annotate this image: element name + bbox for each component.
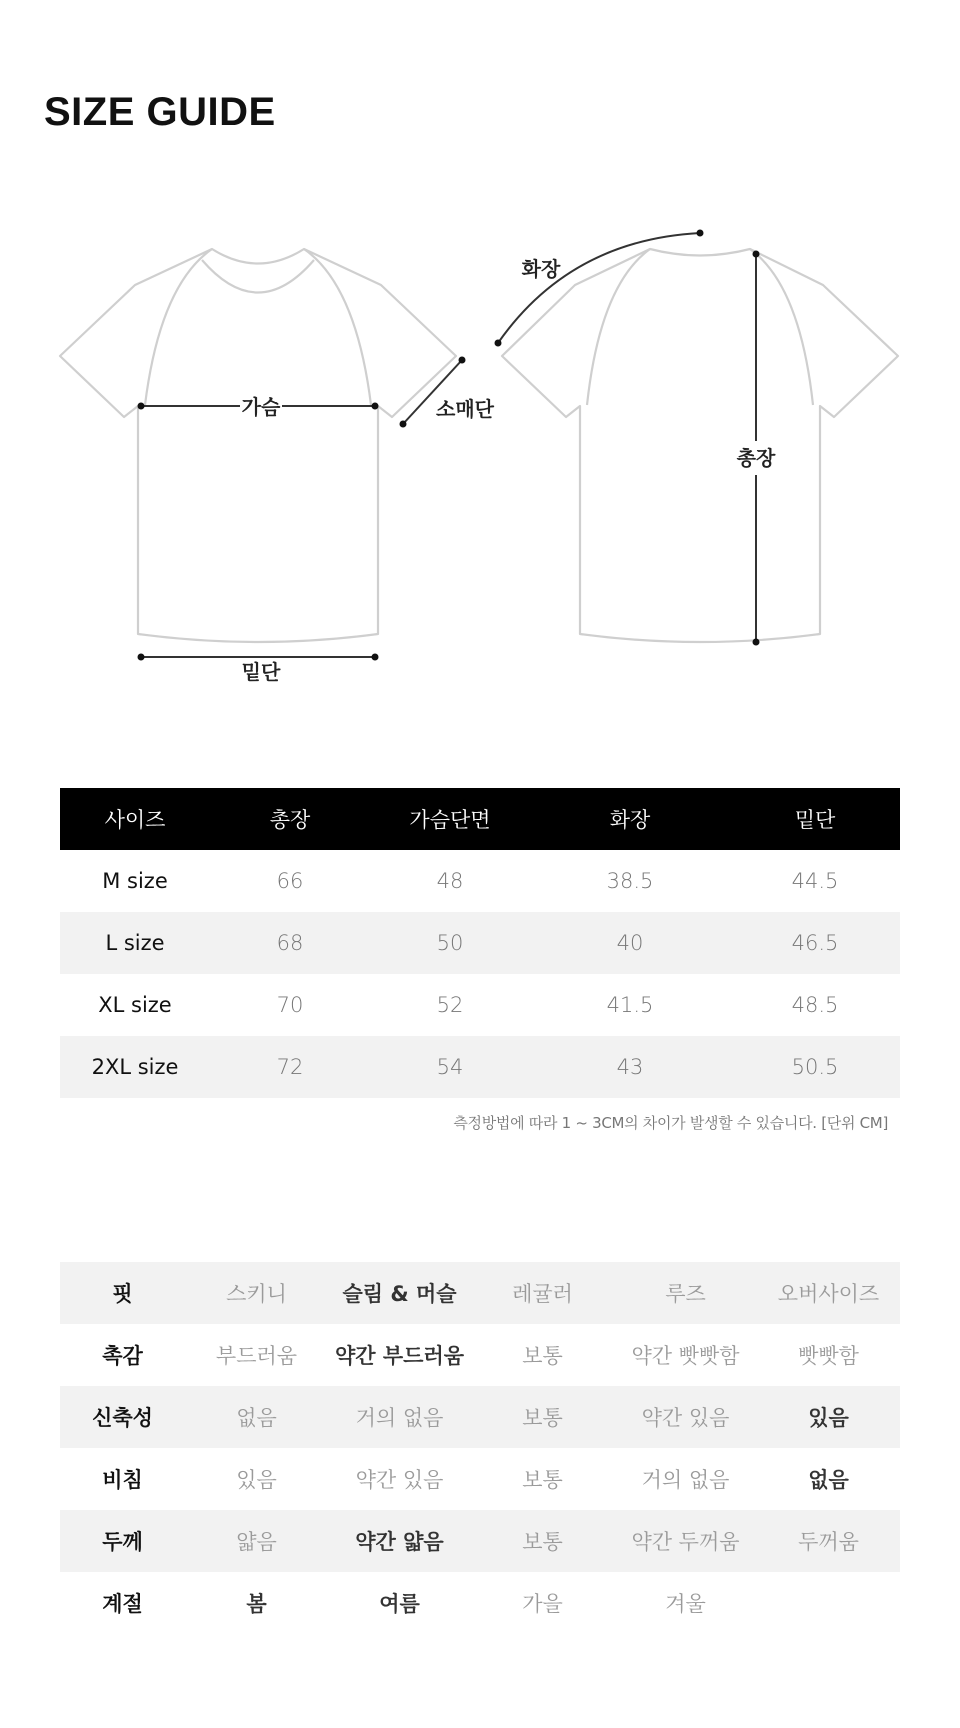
size-table-header (60, 788, 900, 850)
attribute-option: 약간 부드러움 (334, 1344, 465, 1368)
header-size: 사이즈 (60, 788, 210, 850)
attribute-option: 루즈 (614, 1262, 757, 1324)
sleeve-opening-label: 소매단 (436, 397, 494, 421)
attribute-label: 두께 (60, 1510, 185, 1572)
size-name-cell: XL size (98, 993, 172, 1017)
attribute-option: 오버사이즈 (757, 1262, 900, 1324)
attribute-option: 거의 없음 (641, 1468, 730, 1492)
size-table (60, 788, 900, 1098)
tshirt-back-outline (502, 249, 898, 642)
attribute-option: 슬림 & 머슬 (328, 1262, 471, 1324)
table-row (60, 912, 900, 974)
attribute-option: 겨울 (665, 1592, 706, 1616)
attribute-row (60, 1572, 900, 1634)
table-cell: 68 (210, 912, 370, 974)
sleeve-length-measure-line (495, 230, 704, 347)
attribute-option: 여름 (379, 1592, 420, 1616)
attribute-option: 있음 (236, 1468, 277, 1492)
total-length-label: 총장 (736, 446, 776, 470)
attribute-option: 보통 (471, 1510, 614, 1572)
size-name-cell: 2XL size (60, 1036, 210, 1098)
attribute-option: 빳빳함 (798, 1344, 859, 1368)
table-cell: 46.5 (730, 912, 900, 974)
header-hem: 밑단 (730, 788, 900, 850)
attribute-option: 있음 (757, 1386, 900, 1448)
chest-label: 가슴 (241, 395, 281, 419)
attribute-option (757, 1572, 900, 1634)
attribute-option: 보통 (522, 1468, 563, 1492)
attribute-label: 핏 (60, 1262, 185, 1324)
table-cell: 48 (436, 869, 464, 893)
attribute-option: 거의 없음 (328, 1386, 471, 1448)
attribute-label: 촉감 (102, 1344, 143, 1368)
table-row (60, 1036, 900, 1098)
attribute-option: 없음 (808, 1468, 849, 1492)
attribute-option: 약간 얇음 (328, 1510, 471, 1572)
attribute-row (60, 1324, 900, 1386)
attribute-row (60, 1386, 900, 1448)
attribute-option: 얇음 (185, 1510, 328, 1572)
table-cell: 44.5 (791, 869, 839, 893)
attribute-option: 약간 있음 (614, 1386, 757, 1448)
attribute-option: 없음 (185, 1386, 328, 1448)
table-cell: 72 (210, 1036, 370, 1098)
size-name-cell: M size (102, 869, 168, 893)
attribute-option: 약간 두꺼움 (614, 1510, 757, 1572)
table-cell: 41.5 (606, 993, 654, 1017)
measurement-note: 측정방법에 따라 1 ~ 3CM의 차이가 발생할 수 있습니다. [단위 CM] (453, 1114, 888, 1132)
attribute-option: 약간 있음 (355, 1468, 444, 1492)
product-attributes-table (60, 1262, 900, 1634)
table-cell: 52 (436, 993, 464, 1017)
sleeve-length-label: 화장 (521, 257, 561, 281)
tshirt-front-outline (60, 249, 456, 642)
table-row (60, 850, 900, 912)
attribute-option: 보통 (471, 1386, 614, 1448)
attribute-label: 비침 (102, 1468, 143, 1492)
attribute-option: 레귤러 (471, 1262, 614, 1324)
table-row (60, 974, 900, 1036)
header-sleeve-length: 화장 (530, 788, 730, 850)
attribute-option: 가을 (522, 1592, 563, 1616)
header-total-length: 총장 (210, 788, 370, 850)
attribute-option: 보통 (522, 1344, 563, 1368)
table-cell: 70 (276, 993, 304, 1017)
attribute-label: 신축성 (60, 1386, 185, 1448)
attribute-option: 두꺼움 (757, 1510, 900, 1572)
table-cell: 40 (530, 912, 730, 974)
attribute-row (60, 1448, 900, 1510)
attribute-row (60, 1262, 900, 1324)
attribute-label: 계절 (102, 1592, 143, 1616)
table-cell: 50 (370, 912, 530, 974)
table-cell: 48.5 (791, 993, 839, 1017)
hem-label: 밑단 (241, 660, 281, 684)
attribute-row (60, 1510, 900, 1572)
table-cell: 54 (370, 1036, 530, 1098)
attribute-option: 스키니 (185, 1262, 328, 1324)
attribute-option: 부드러움 (215, 1344, 298, 1368)
header-chest-width: 가슴단면 (370, 788, 530, 850)
table-cell: 66 (276, 869, 304, 893)
attribute-option: 약간 빳빳함 (631, 1344, 740, 1368)
table-cell: 43 (530, 1036, 730, 1098)
tshirt-measurement-diagram (0, 0, 960, 720)
table-cell: 38.5 (606, 869, 654, 893)
size-name-cell: L size (60, 912, 210, 974)
page-title: SIZE GUIDE (44, 90, 276, 134)
table-cell: 50.5 (730, 1036, 900, 1098)
attribute-option: 봄 (246, 1592, 267, 1616)
